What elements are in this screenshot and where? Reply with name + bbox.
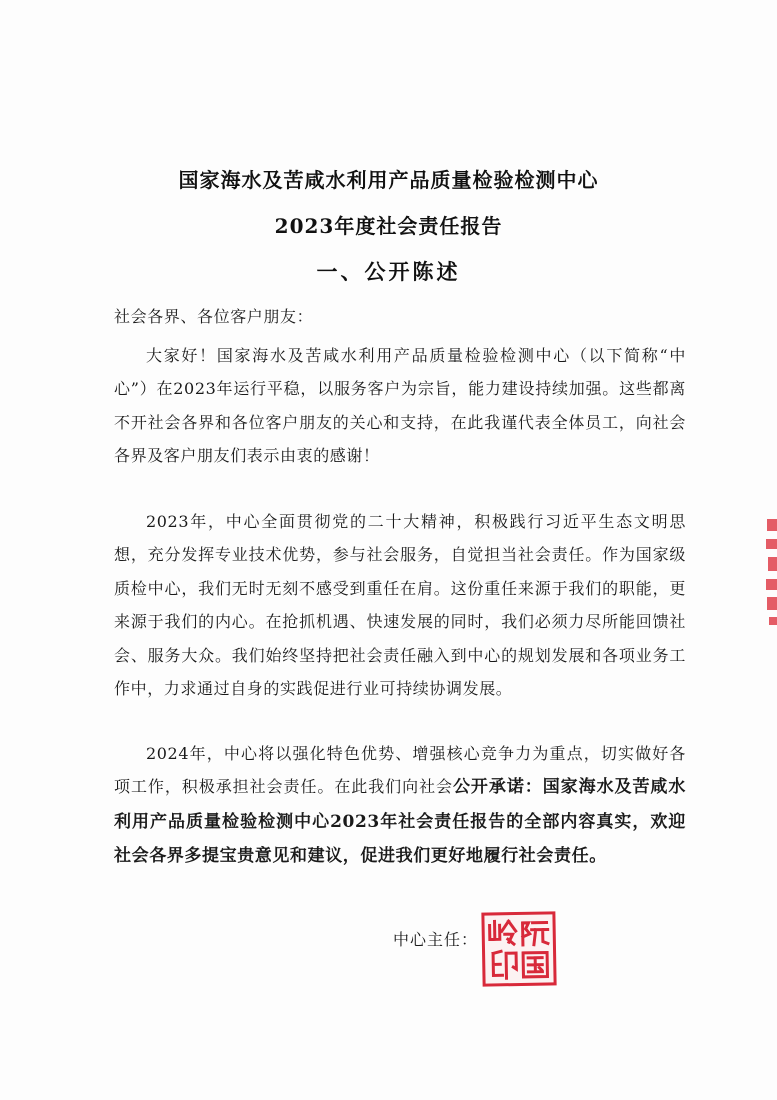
- section-heading: 一、公开陈述: [316, 259, 461, 284]
- report-title-line1: 国家海水及苦咸水利用产品质量检验检测中心: [178, 168, 599, 192]
- commitment-intro-text: 2024年，中心将以强化特色优势、增强核心竞争力为重点，切实做好各项工作，积极承担社会责任。在此我们向社会: [114, 744, 686, 797]
- public-commitment-text: 公开承诺：国家海水及苦咸水利用产品质量检验检测中心2023年社会责任报告的全部内容真实，欢迎社会各界多提宝贵意见和建议，促进我们更好地履行社会责任。: [114, 777, 686, 867]
- signature-label: 中心主任：: [393, 930, 479, 949]
- official-seal-stamp: [481, 911, 556, 986]
- paragraph-greeting: 大家好！国家海水及苦咸水利用产品质量检验检测中心（以下简称“中心”）在2023年运行平稳，以服务客户为宗旨，能力建设持续加强。这些都离不开社会各界和各位客户朋友的关心和支持，在此我谨代表全体员工，向社会各界及客户朋友们表示由衷的感谢！: [114, 346, 686, 466]
- seal-glyph-image: [484, 914, 553, 983]
- seam-stamp-fragment: [764, 505, 777, 635]
- paragraph-2024-commitment: [114, 737, 686, 874]
- paragraph-2023-review: 2023年，中心全面贯彻党的二十大精神，积极践行习近平生态文明思想，充分发挥专业技术优势，参与社会服务，自觉担当社会责任。作为国家级质检中心，我们无时无刻不感受到重任在肩。这份重任来源于我们的职能，更来源于我们的内心。在抢抓机遇、快速发展的同时，我们必须力尽所能回馈社会、服务大众。我们始终坚持把社会责任融入到中心的规划发展和各项业务工作中，力求通过自身的实践促进行业可持续协调发展。: [114, 512, 686, 699]
- report-title-line2: 2023年度社会责任报告: [274, 214, 503, 238]
- salutation: 社会各界、各位客户朋友：: [114, 307, 314, 326]
